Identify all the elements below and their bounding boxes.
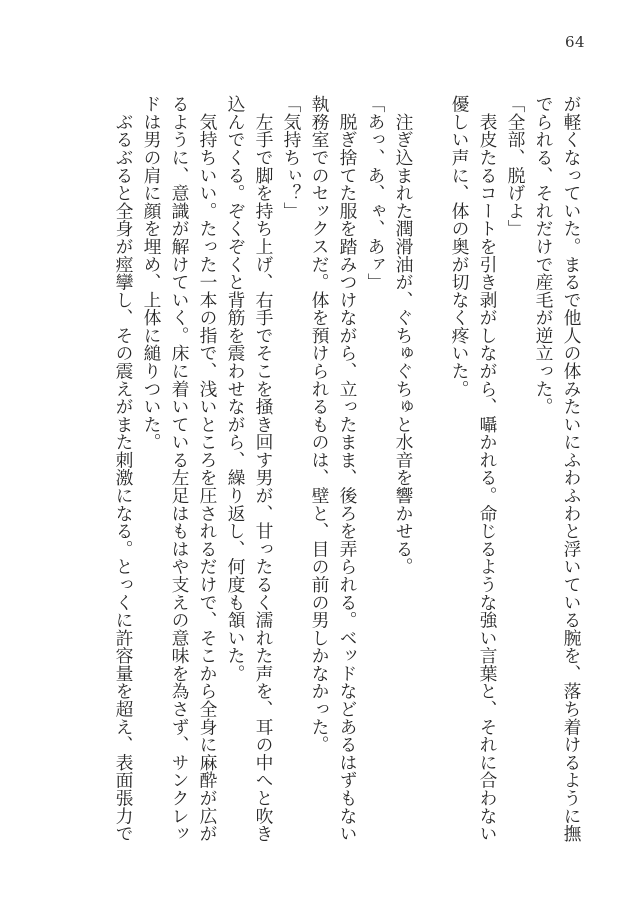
text-line: 左手で脚を持ち上げ、右手でそこを掻き回す男が、甘ったるく濡れた声を、耳の中へと吹き xyxy=(253,95,274,843)
body-text xyxy=(109,95,585,847)
text-line: 執務室でのセックスだ。体を預けられるものは、壁と、目の前の男しかなかった。 xyxy=(309,95,330,754)
text-line: るように、意識が解けていく。床に着いている左足はもはや支えの意味を為さず、サンクレッ xyxy=(169,95,190,843)
text-line: 「全部、脱げよ」 xyxy=(505,95,526,238)
text-line: 込んでくる。ぞくぞくと背筋を震わせながら、繰り返し、何度も頷いた。 xyxy=(225,95,246,683)
text-section xyxy=(445,95,585,847)
text-line: 「気持ちぃ？」 xyxy=(281,95,302,220)
text-line: ドは男の肩に顔を埋め、上体に縋りついた。 xyxy=(141,95,162,451)
text-line: ぶるぶると全身が痙攣し、その震えがまた刺激になる。とっくに許容量を超え、表面張力で xyxy=(113,95,134,843)
text-line: 注ぎ込まれた潤滑油が、ぐちゅぐちゅと水音を響かせる。 xyxy=(393,95,414,576)
text-line: 表皮たるコートを引き剥がしながら、囁かれる。命じるような強い言葉と、それに合わない xyxy=(477,95,498,843)
text-line: 気持ちいい。たった一本の指で、浅いところを圧されるだけで、そこから全身に麻酔が広が xyxy=(197,95,218,843)
text-line: が軽くなっていた。まるで他人の体みたいにふわふわと浮いている腕を、落ち着けるように撫 xyxy=(561,95,582,843)
text-line: 優しい声に、体の奥が切なく疼いた。 xyxy=(449,95,470,398)
text-line: 「あっ、あ、ゃ、あァ」 xyxy=(365,95,386,291)
text-line: でられる、それだけで産毛が逆立った。 xyxy=(533,95,554,416)
text-line: 脱ぎ捨てた服を踏みつけながら、立ったまま、後ろを弄られる。ベッドなどあるはずもない xyxy=(337,95,358,843)
text-section xyxy=(109,95,417,847)
page-number: 64 xyxy=(565,33,586,51)
